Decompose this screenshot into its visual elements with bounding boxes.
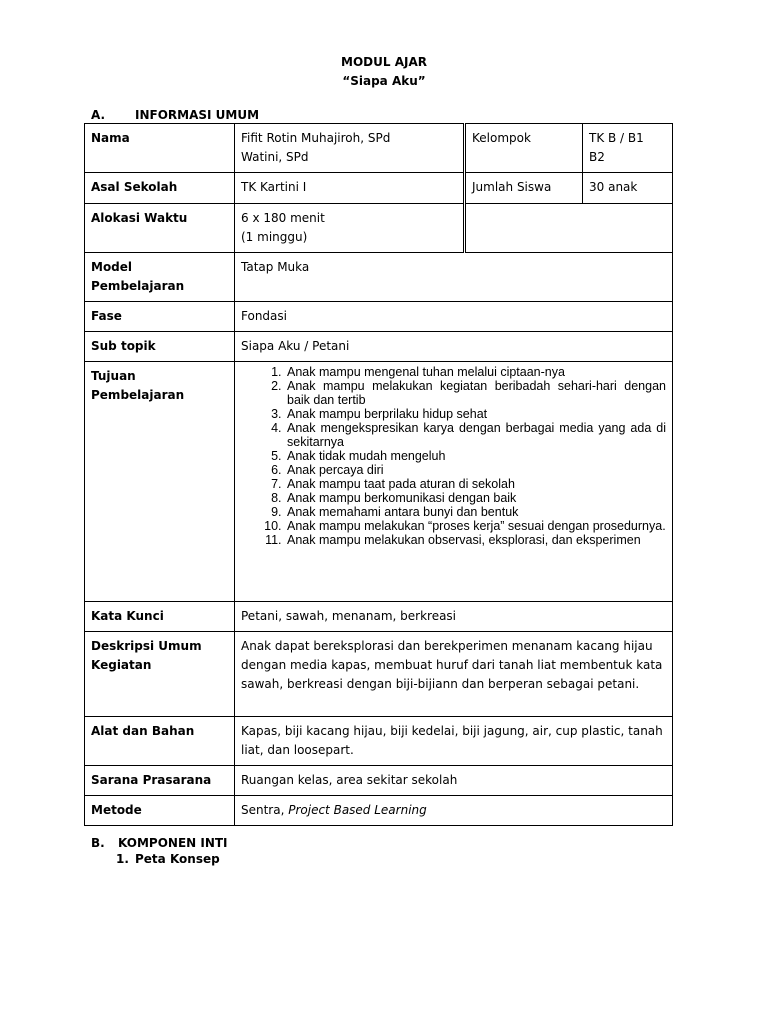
row-sarana (85, 766, 673, 796)
row-nama (85, 124, 673, 173)
label-model-pembelajaran: Model Pembelajaran (85, 253, 235, 302)
value-sarana: Ruangan kelas, area sekitar sekolah (235, 766, 673, 796)
tujuan-item: 7. Anak mampu taat pada aturan di sekolah (285, 477, 666, 491)
label-tujuan-pembelajaran: Tujuan Pembelajaran (85, 362, 235, 602)
document-subtitle: “Siapa Aku” (342, 74, 426, 88)
value-kelompok (583, 124, 673, 173)
tujuan-item: 1. Anak mampu mengenal tuhan melalui ciptaan-nya (285, 365, 666, 379)
label-deskripsi (85, 632, 235, 717)
value-jumlah-siswa: 30 anak (583, 173, 673, 204)
value-kata-kunci: Petani, sawah, menanam, berkreasi (235, 602, 673, 632)
row-asal-sekolah (85, 173, 673, 204)
tujuan-item: 9. Anak memahami antara bunyi dan bentuk (285, 505, 666, 519)
info-table (84, 123, 673, 826)
row-metode (85, 796, 673, 826)
value-asal-sekolah: TK Kartini I (235, 173, 465, 204)
value-alokasi-2: (1 minggu) (241, 230, 308, 244)
label-alat-bahan: Alat dan Bahan (85, 717, 235, 766)
value-nama-2: Watini, SPd (241, 150, 309, 164)
row-alat-bahan (85, 717, 673, 766)
row-deskripsi (85, 632, 673, 717)
tujuan-item: 4. Anak mengekspresikan karya dengan berbagai media yang ada di sekitarnya (285, 421, 666, 449)
subsection-1-title: Peta Konsep (135, 852, 220, 866)
row-kata-kunci (85, 602, 673, 632)
label-jumlah-siswa: Jumlah Siswa (465, 173, 583, 204)
value-alokasi-1: 6 x 180 menit (241, 211, 325, 225)
empty-cell (465, 204, 673, 253)
tujuan-item: 10. Anak mampu melakukan “proses kerja” sesuai dengan prosedurnya. (285, 519, 666, 533)
value-sub-topik: Siapa Aku / Petani (235, 332, 673, 362)
tujuan-item: 3. Anak mampu berprilaku hidup sehat (285, 407, 666, 421)
label-metode: Metode (85, 796, 235, 826)
value-model-pembelajaran: Tatap Muka (235, 253, 673, 302)
label-nama: Nama (85, 124, 235, 173)
section-b-title: KOMPONEN INTI (118, 836, 228, 850)
subsection-1-number: 1. (116, 852, 129, 866)
label-kelompok: Kelompok (465, 124, 583, 173)
tujuan-item: 8. Anak mampu berkomunikasi dengan baik (285, 491, 666, 505)
label-alokasi-waktu: Alokasi Waktu (85, 204, 235, 253)
label-deskripsi-2: Kegiatan (91, 658, 152, 672)
value-alokasi-waktu (235, 204, 465, 253)
document-title: MODUL AJAR (341, 55, 427, 69)
label-kata-kunci: Kata Kunci (85, 602, 235, 632)
label-sarana: Sarana Prasarana (85, 766, 235, 796)
label-asal-sekolah: Asal Sekolah (85, 173, 235, 204)
row-alokasi-waktu (85, 204, 673, 253)
row-tujuan-pembelajaran (85, 362, 673, 602)
tujuan-list (241, 365, 666, 547)
value-kelompok-1: TK B / B1 (589, 131, 644, 145)
value-kelompok-2: B2 (589, 150, 605, 164)
value-metode-plain: Sentra, (241, 803, 289, 817)
tujuan-item: 11. Anak mampu melakukan observasi, eksplorasi, dan eksperimen (285, 533, 666, 547)
value-alat-bahan: Kapas, biji kacang hijau, biji kedelai, biji jagung, air, cup plastic, tanah liat, dan loosepart. (235, 717, 673, 766)
section-b-heading (91, 836, 228, 850)
tujuan-item: 2. Anak mampu melakukan kegiatan beribadah sehari-hari dengan baik dan tertib (285, 379, 666, 407)
value-nama-1: Fifit Rotin Muhajiroh, SPd (241, 131, 391, 145)
row-sub-topik (85, 332, 673, 362)
value-nama (235, 124, 465, 173)
label-deskripsi-1: Deskripsi Umum (91, 639, 202, 653)
value-metode (235, 796, 673, 826)
value-fase: Fondasi (235, 302, 673, 332)
tujuan-item: 6. Anak percaya diri (285, 463, 666, 477)
subsection-1-heading (116, 852, 220, 866)
value-metode-italic: Project Based Learning (288, 803, 427, 817)
row-model-pembelajaran (85, 253, 673, 302)
section-b-number: B. (91, 836, 105, 850)
section-a-number: A. (91, 108, 106, 122)
row-fase (85, 302, 673, 332)
label-fase: Fase (85, 302, 235, 332)
section-a-title: INFORMASI UMUM (135, 108, 260, 122)
value-tujuan-pembelajaran (235, 362, 673, 602)
value-deskripsi: Anak dapat bereksplorasi dan berekperimen menanam kacang hijau dengan media kapas, membuat huruf dari tanah liat membentuk kata sawah, berkreasi dengan biji-bijiann dan berperan sebagai petani. (235, 632, 673, 717)
tujuan-item: 5. Anak tidak mudah mengeluh (285, 449, 666, 463)
section-a-heading (91, 108, 259, 122)
label-sub-topik: Sub topik (85, 332, 235, 362)
